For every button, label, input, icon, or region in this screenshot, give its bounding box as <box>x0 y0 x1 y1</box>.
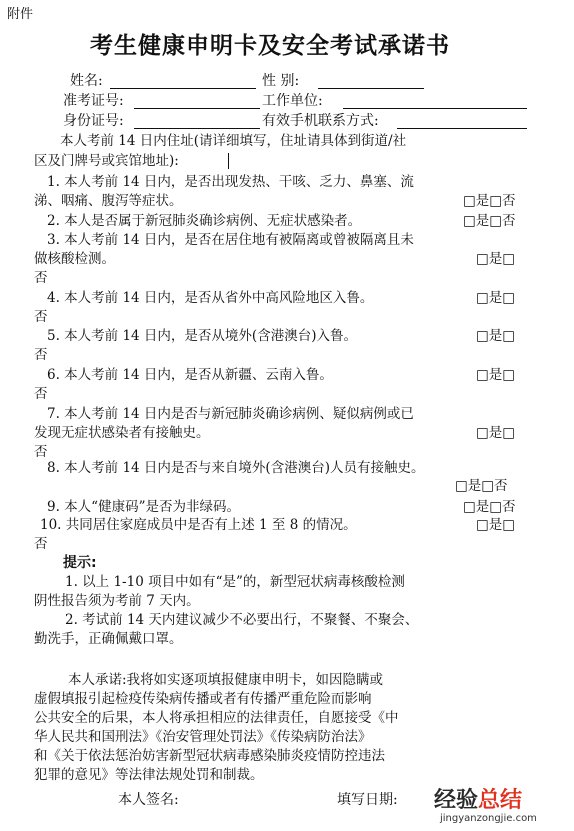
signature-label: 本人签名: <box>118 792 179 808</box>
question-3-no: 否 <box>34 270 48 286</box>
gender-label: 性 别: <box>262 73 300 89</box>
question-7-line1: 7. 本人考前 14 日内是否与新冠肺炎确诊病例、疑似病例或已 <box>47 406 414 422</box>
pledge-line-3: 公共安全的后果，本人将承担相应的法律责任，自愿接受《中 <box>34 710 399 726</box>
question-7-line2: 发现无症状感染者有接触史。 <box>34 425 210 441</box>
question-3-line1: 3. 本人考前 14 日内，是否在居住地有被隔离或曾被隔离且未 <box>47 232 414 248</box>
pledge-line-2: 虚假填报引起检疫传染病传播或者有传播严重危险而影响 <box>34 691 372 707</box>
tip-2-line1: 2. 考试前 14 天内建议减少不必要出行，不聚餐、不聚会、 <box>65 612 419 628</box>
watermark-url: jingyanzongjie.com <box>440 813 537 824</box>
tip-2-line2: 勤洗手，正确佩戴口罩。 <box>34 631 183 647</box>
question-1-checkbox[interactable]: □是□否 <box>463 193 516 209</box>
question-9-checkbox[interactable]: □是□否 <box>463 499 516 515</box>
question-6-checkbox[interactable]: □是□ <box>476 367 516 383</box>
question-10-checkbox[interactable]: □是□ <box>476 517 516 533</box>
watermark-logo <box>434 783 522 814</box>
page-title: 考生健康申明卡及安全考试承诺书 <box>90 33 450 59</box>
question-10-no: 否 <box>34 536 48 552</box>
pledge-line-4: 华人民共和国刑法》《治安管理处罚法》《传染病防治法》 <box>34 729 372 745</box>
question-4-no: 否 <box>34 309 48 325</box>
name-field[interactable] <box>110 88 256 89</box>
pledge-line-5: 和《关于依法惩治妨害新型冠状病毒感染肺炎疫情防控违法 <box>34 748 385 764</box>
question-5-checkbox[interactable]: □是□ <box>476 328 516 344</box>
pledge-line-6: 犯罪的意见》等法律法规处罚和制裁。 <box>34 767 264 783</box>
question-2-checkbox[interactable]: □是□否 <box>463 213 516 229</box>
question-8: 8. 本人考前 14 日内是否与来自境外(含港澳台)人员有接触史。 <box>47 460 425 476</box>
question-5: 5. 本人考前 14 日内，是否从境外(含港澳台)入鲁。 <box>47 328 357 344</box>
question-3-checkbox[interactable]: □是□ <box>476 251 516 267</box>
question-6: 6. 本人考前 14 日内，是否从新疆、云南入鲁。 <box>47 367 333 383</box>
watermark-part2: 总结 <box>478 788 523 813</box>
pledge-line-1: 本人承诺:我将如实逐项填报健康申明卡，如因隐瞒或 <box>68 672 384 688</box>
question-7-checkbox[interactable]: □是□ <box>476 425 516 441</box>
question-3-line2: 做核酸检测。 <box>34 251 115 267</box>
question-6-no: 否 <box>34 386 48 402</box>
phone-field[interactable] <box>397 128 527 129</box>
name-label: 姓名: <box>70 73 103 89</box>
work-unit-label: 工作单位: <box>262 93 323 109</box>
gender-field[interactable] <box>318 88 424 89</box>
work-unit-field[interactable] <box>343 108 527 109</box>
address-prompt-line1: 本人考前 14 日内住址(请详细填写，住址请具体到街道/社 <box>60 133 407 149</box>
attachment-label: 附件 <box>7 7 34 22</box>
question-8-checkbox[interactable]: □是□否 <box>455 478 508 494</box>
tip-1-line2: 阴性报告须为考前 7 天内。 <box>34 593 200 609</box>
id-no-field[interactable] <box>134 128 260 129</box>
id-no-label: 身份证号: <box>63 113 124 129</box>
question-2: 2. 本人是否属于新冠肺炎确诊病例、无症状感染者。 <box>47 213 362 229</box>
watermark-part1: 经验 <box>434 788 479 813</box>
tip-1-line1: 1. 以上 1-10 项目中如有“是”的，新型冠状病毒核酸检测 <box>65 574 405 590</box>
phone-label: 有效手机联系方式: <box>262 113 379 129</box>
admission-no-label: 准考证号: <box>63 93 124 109</box>
admission-no-field[interactable] <box>134 108 260 109</box>
fill-date-label: 填写日期: <box>337 792 398 808</box>
question-4: 4. 本人考前 14 日内，是否从省外中高风险地区入鲁。 <box>47 290 374 306</box>
question-4-checkbox[interactable]: □是□ <box>476 290 516 306</box>
text-cursor <box>228 153 229 169</box>
address-prompt-line2: 区及门牌号或宾馆地址): <box>34 153 179 169</box>
question-5-no: 否 <box>34 347 48 363</box>
question-7-no: 否 <box>34 444 48 460</box>
question-1-line1: 1. 本人考前 14 日内，是否出现发热、干咳、乏力、鼻塞、流 <box>47 174 414 190</box>
tips-heading: 提示: <box>63 555 97 571</box>
question-9: 9. 本人“健康码”是否为非绿码。 <box>47 499 240 515</box>
question-1-line2: 涕、咽痛、腹泻等症状。 <box>34 193 183 209</box>
question-10: 10. 共同居住家庭成员中是否有上述 1 至 8 的情况。 <box>40 517 357 533</box>
